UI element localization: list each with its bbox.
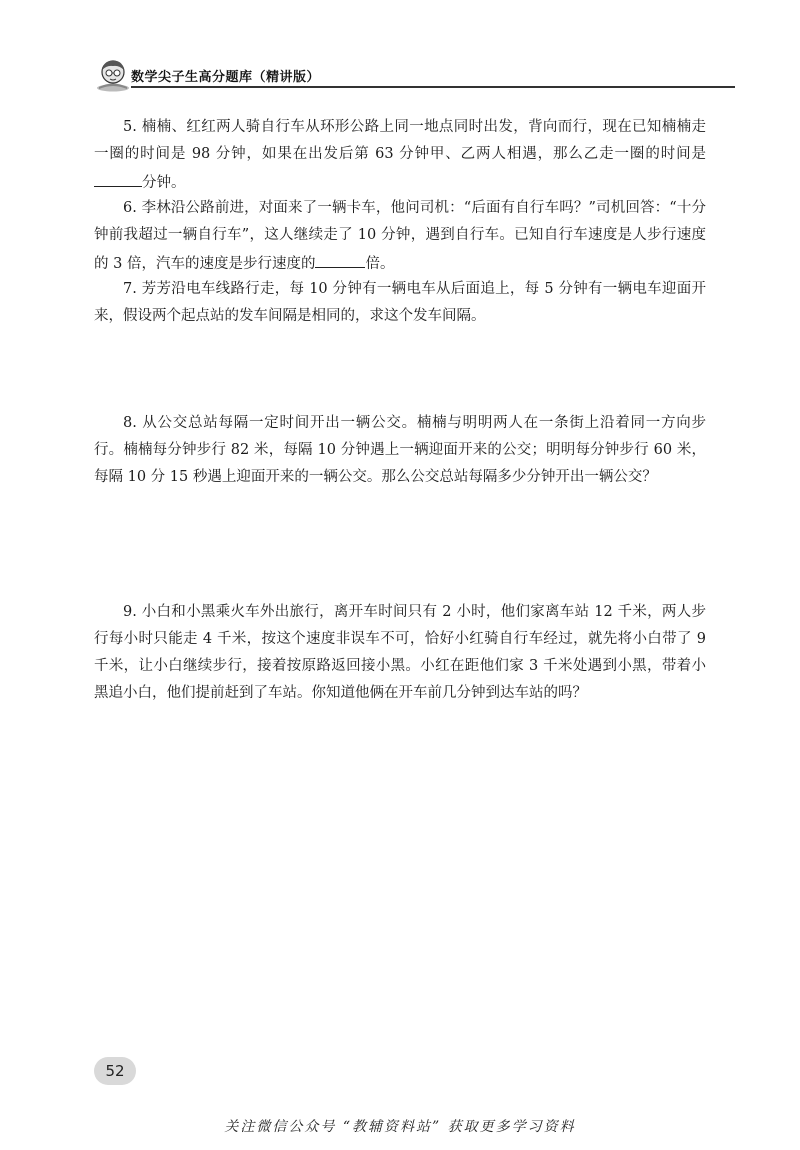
problem-6-unit: 倍。 bbox=[365, 256, 395, 272]
answer-blank bbox=[315, 249, 365, 268]
problem-5 bbox=[94, 114, 706, 197]
problem-5-unit: 分钟。 bbox=[142, 175, 186, 191]
problem-5-text: 5. 楠楠、红红两人骑自行车从环形公路上同一地点同时出发，背向而行，现在已知楠楠走一圈的时间是 98 分钟，如果在出发后第 63 分钟甲、乙两人相遇，那么乙走一圈的时间是 bbox=[94, 119, 706, 162]
cartoon-student-reading-icon bbox=[95, 58, 133, 92]
header-divider bbox=[131, 86, 735, 88]
problem-6-text: 6. 李林沿公路前进，对面来了一辆卡车，他问司机：“后面有自行车吗？”司机回答：“十分钟前我超过一辆自行车”，这人继续走了 10 分钟，遇到自行车。已知自行车速度是人步行速度的 3 倍，汽车的速度是步行速度的 bbox=[94, 200, 706, 272]
problem-6 bbox=[94, 195, 706, 278]
problem-7: 7. 芳芳沿电车线路行走，每 10 分钟有一辆电车从后面追上，每 5 分钟有一辆电车迎面开来，假设两个起点站的发车间隔是相同的，求这个发车间隔。 bbox=[94, 281, 706, 324]
page-number: 52 bbox=[94, 1057, 136, 1085]
problem-8: 8. 从公交总站每隔一定时间开出一辆公交。楠楠与明明两人在一条街上沿着同一方向步行。楠楠每分钟步行 82 米，每隔 10 分钟遇上一辆迎面开来的公交；明明每分钟步行 60 米，每隔 10 分 15 秒遇上迎面开来的一辆公交。那么公交总站每隔多少分钟开出一辆公交？ bbox=[94, 415, 706, 485]
page-header bbox=[95, 58, 735, 92]
problem-9: 9. 小白和小黑乘火车外出旅行，离开车时间只有 2 小时，他们家离车站 12 千米，两人步行每小时只能走 4 千米，按这个速度非误车不可，恰好小红骑自行车经过，就先将小白带了 9 千米，让小白继续步行，接着按原路返回接小黑。小红在距他们家 3 千米处遇到小黑，带着小黑追小白，他们提前赶到了车站。你知道他俩在开车前几分钟到达车站的吗？ bbox=[94, 604, 706, 701]
footer-note: 关注微信公众号 “教辅资料站” 获取更多学习资料 bbox=[224, 1119, 576, 1135]
answer-blank bbox=[94, 168, 142, 187]
header-title: 数学尖子生高分题库（精讲版） bbox=[131, 70, 321, 85]
